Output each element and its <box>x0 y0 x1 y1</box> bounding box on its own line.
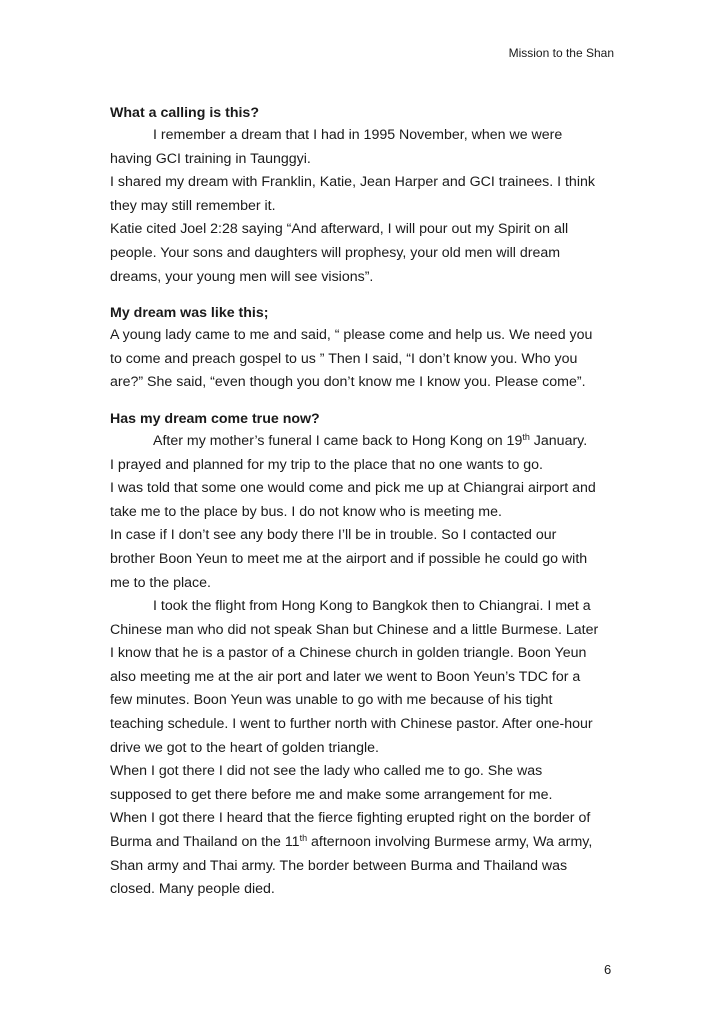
ordinal-suffix: th <box>522 431 530 442</box>
paragraph-line: When I got there I did not see the lady who called me to go. She was <box>110 763 543 780</box>
paragraph-line: I remember a dream that I had in 1995 November, when we were <box>153 127 563 143</box>
paragraph-line: are?” She said, “even though you don’t know me I know you. Please come”. <box>110 374 586 391</box>
paragraph-line: drive we got to the heart of golden triangle. <box>110 739 379 756</box>
paragraph-line: Katie cited Joel 2:28 saying “And afterward, I will pour out my Spirit on all <box>110 221 569 238</box>
paragraph-line <box>110 831 620 855</box>
running-header: Mission to the Shan <box>508 46 614 60</box>
section-heading-come-true: Has my dream come true now? <box>110 410 320 427</box>
document-body <box>110 103 620 902</box>
paragraph-line: I know that he is a pastor of a Chinese church in golden triangle. Boon Yeun <box>110 645 587 662</box>
paragraph-line: A young lady came to me and said, “ please come and help us. We need you <box>110 327 593 344</box>
paragraph-line: I took the flight from Hong Kong to Bangkok then to Chiangrai. I met a <box>153 598 591 615</box>
paragraph-line: also meeting me at the air port and later we went to Boon Yeun’s TDC for a <box>110 668 581 685</box>
section-heading-dream: My dream was like this; <box>110 305 269 322</box>
paragraph-line: me to the place. <box>110 574 211 591</box>
line-text: afternoon involving Burmese army, Wa army, <box>307 834 593 851</box>
paragraph-line: Shan army and Thai army. The border between Burma and Thailand was <box>110 857 568 874</box>
paragraph-line: I shared my dream with Franklin, Katie, Jean Harper and GCI trainees. I think <box>110 174 595 191</box>
paragraph-line: Chinese man who did not speak Shan but Chinese and a little Burmese. Later <box>110 621 599 638</box>
paragraph-line: take me to the place by bus. I do not know who is meeting me. <box>110 503 502 520</box>
paragraph-line: teaching schedule. I went to further north with Chinese pastor. After one-hour <box>110 716 593 733</box>
line-text: Burma and Thailand on the 11 <box>110 834 300 851</box>
page-number: 6 <box>604 962 612 977</box>
line-text: After my mother’s funeral I came back to Hong Kong on 19 <box>153 432 523 449</box>
paragraph-line: having GCI training in Taunggyi. <box>110 150 311 167</box>
paragraph-line: they may still remember it. <box>110 197 276 214</box>
paragraph-line: people. Your sons and daughters will prophesy, your old men will dream <box>110 244 561 261</box>
section-heading-calling: What a calling is this? <box>110 105 259 121</box>
section-gap <box>110 289 620 303</box>
line-text: January. <box>529 432 588 449</box>
paragraph-line: In case if I don’t see any body there I’ll be in trouble. So I contacted our <box>110 527 557 544</box>
paragraph-line: supposed to get there before me and make some arrangement for me. <box>110 786 553 803</box>
paragraph-line <box>110 430 620 454</box>
section-gap <box>110 395 620 409</box>
paragraph-line: brother Boon Yeun to meet me at the airport and if possible he could go with <box>110 550 588 567</box>
paragraph-line: dreams, your young men will see visions”. <box>110 268 374 285</box>
paragraph-line: few minutes. Boon Yeun was unable to go with me because of his tight <box>110 692 553 709</box>
paragraph-line: I prayed and planned for my trip to the place that no one wants to go. <box>110 456 543 473</box>
paragraph-line: When I got there I heard that the fierce fighting erupted right on the border of <box>110 810 591 827</box>
ordinal-suffix: th <box>299 833 308 844</box>
paragraph-line: I was told that some one would come and pick me up at Chiangrai airport and <box>110 480 596 497</box>
paragraph-line: to come and preach gospel to us ” Then I said, “I don’t know you. Who you <box>110 350 578 367</box>
paragraph-line: closed. Many people died. <box>110 881 275 898</box>
